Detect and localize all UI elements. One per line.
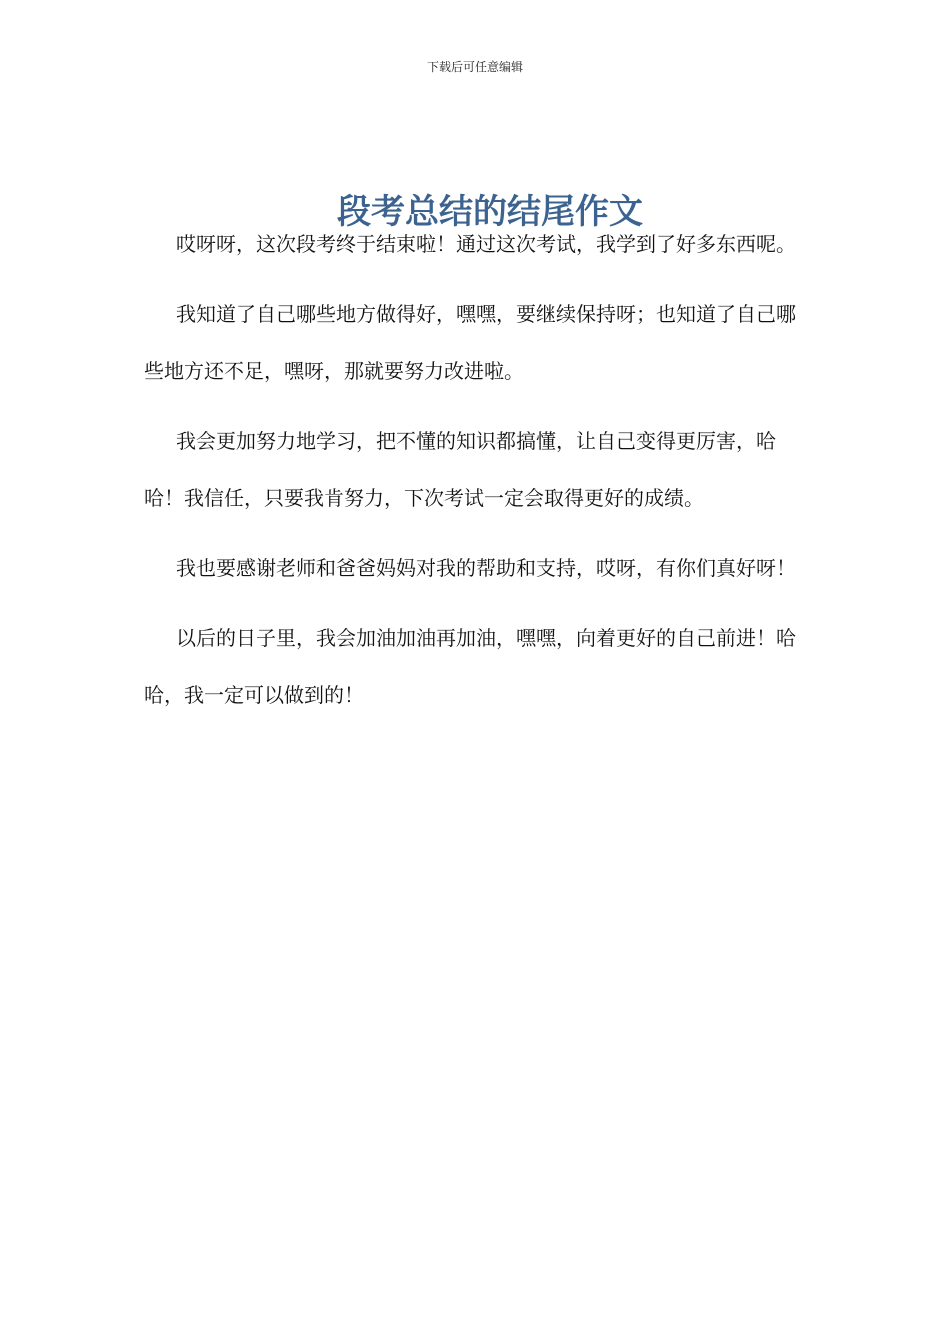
header-note: 下载后可任意编辑 (426, 60, 523, 74)
document-body (144, 216, 812, 737)
document-title: 段考总结的结尾作文 (337, 191, 643, 232)
paragraph-1: 哎呀呀，这次段考终于结束啦！通过这次考试，我学到了好多东西呢。 (176, 232, 796, 256)
paragraph-4: 我也要感谢老师和爸爸妈妈对我的帮助和支持，哎呀，有你们真好呀！ (176, 556, 796, 580)
paragraph-2: 我知道了自己哪些地方做得好，嘿嘿，要继续保持呀；也知道了自己哪些地方还不足，嘿呀，那就要努力改进啦。 (144, 302, 796, 383)
paragraph-3: 我会更加努力地学习，把不懂的知识都搞懂，让自己变得更厉害，哈哈！我信任，只要我肯努力，下次考试一定会取得更好的成绩。 (144, 429, 776, 510)
paragraph-5: 以后的日子里，我会加油加油再加油，嘿嘿，向着更好的自己前进！哈哈，我一定可以做到的！ (144, 626, 796, 707)
